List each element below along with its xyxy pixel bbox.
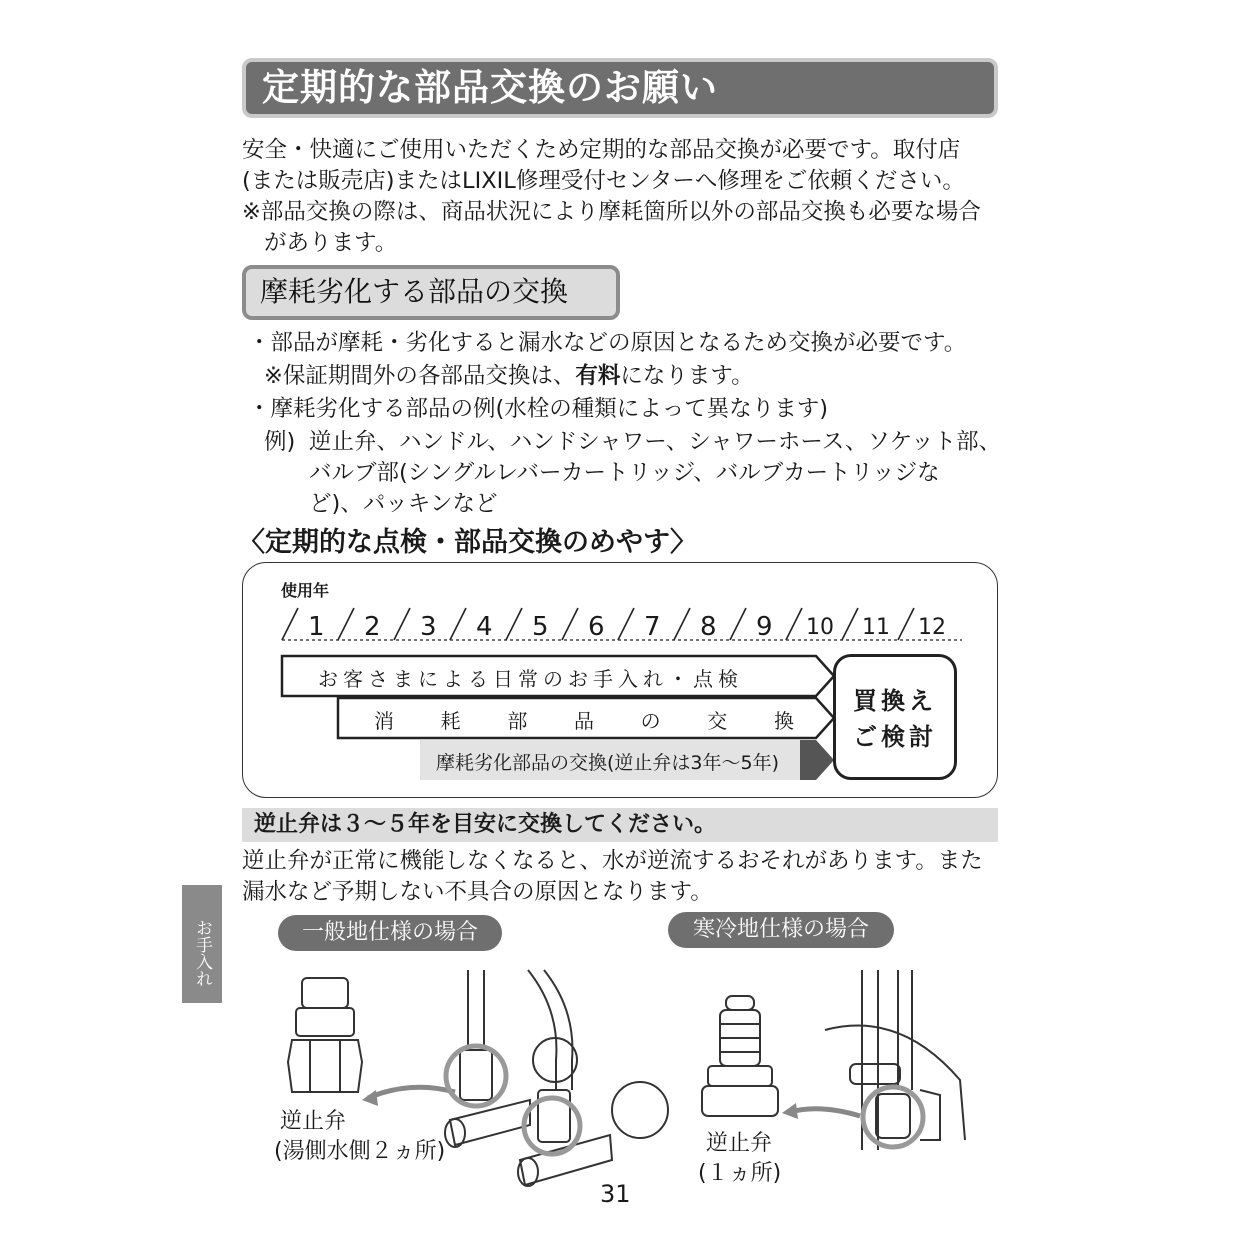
cold-caption-2: (１ヵ所) (698, 1161, 782, 1186)
section-title: 摩耗劣化する部品の交換 (242, 265, 620, 320)
year-2: 2 (364, 612, 381, 642)
year-10: 10 (806, 615, 834, 640)
fee-note-prefix: ※保証期間外の各部品交換は、 (264, 363, 576, 389)
bar-daily-care-label: お客さまによる日常のお手入れ・点検 (318, 667, 743, 691)
year-6: 6 (588, 612, 605, 642)
example-line-1: 逆止弁、ハンドル、ハンドシャワー、シャワーホース、ソケット部、 (309, 429, 1002, 455)
schedule-heading: 〈定期的な点検・部品交換のめやす〉 (238, 527, 697, 558)
replacement-line-2: ご検討 (853, 723, 937, 751)
general-arrow-icon (368, 1087, 455, 1098)
year-4: 4 (476, 612, 493, 642)
year-1: 1 (308, 612, 325, 642)
bullet-1: ・部品が摩耗・劣化すると漏水などの原因となるため交換が必要です。 (248, 330, 967, 356)
consumables-char: 耗 (440, 709, 461, 733)
consumables-char: 品 (573, 709, 594, 733)
page-number: 31 (600, 1180, 631, 1208)
check-valve-line-2: 漏水など予期しない不具合の原因となります。 (242, 879, 713, 905)
cold-caption-1: 逆止弁 (706, 1131, 773, 1156)
year-7: 7 (644, 612, 661, 642)
cold-check-valve-icon (702, 996, 778, 1116)
year-12: 12 (918, 615, 946, 640)
year-11: 11 (862, 615, 890, 640)
year-5: 5 (532, 612, 549, 642)
general-check-valve-icon (288, 978, 362, 1092)
years-label: 使用年 (281, 581, 330, 600)
consumables-char: 交 (707, 709, 728, 733)
consumables-char: の (640, 709, 661, 733)
intro-line-3: ※部品交換の際は、商品状況により摩耗箇所以外の部品交換も必要な場合 (242, 199, 981, 225)
fee-note-bold: 有料 (575, 363, 621, 389)
general-caption-1: 逆止弁 (280, 1109, 347, 1134)
bullet-2: ・摩耗劣化する部品の例(水栓の種類によって異なります) (248, 396, 829, 422)
cold-arrow-icon (790, 1109, 860, 1116)
intro-line-1: 安全・快適にご使用いただくため定期的な部品交換が必要です。取付店 (242, 137, 961, 163)
year-9: 9 (756, 612, 773, 642)
check-valve-note: 逆止弁は３〜５年を目安に交換してください。 (242, 808, 998, 842)
fee-note-suffix: になります。 (620, 363, 754, 389)
check-valve-line-1: 逆止弁が正常に機能しなくなると、水が逆流するおそれがあります。また (242, 848, 983, 874)
general-highlight-hot-icon (446, 1046, 506, 1106)
consumables-char: 消 (374, 709, 394, 733)
intro-line-4: があります。 (264, 230, 398, 256)
bar-wear-parts-label: 摩耗劣化部品の交換(逆止弁は3年〜5年) (436, 752, 780, 774)
general-spec-label: 一般地仕様の場合 (278, 915, 502, 951)
replacement-line-1: 買換え (853, 687, 937, 715)
intro-line-2: (または販売店)またはLIXIL修理受付センターへ修理をご依頼ください。 (242, 168, 965, 194)
cold-spec-label: 寒冷地仕様の場合 (668, 912, 894, 948)
page-title: 定期的な部品交換のお願い (242, 58, 998, 118)
general-caption-2: (湯側水側２ヵ所) (274, 1139, 446, 1164)
consumables-char: 部 (507, 709, 528, 733)
example-label: 例) (264, 429, 296, 455)
cold-faucet-icon (825, 970, 965, 1150)
year-3: 3 (420, 612, 437, 642)
year-8: 8 (700, 612, 717, 642)
cold-arrow-head-icon (782, 1103, 798, 1119)
consumables-char: 換 (773, 709, 794, 733)
general-arrow-head-icon (362, 1090, 378, 1106)
example-line-3: ど)、パッキンなど (309, 491, 498, 517)
example-line-2: バルブ部(シングルレバーカートリッジ、バルブカートリッジな (309, 460, 940, 486)
side-tab-care[interactable]: お手入れ (182, 885, 222, 1003)
general-highlight-cold-icon (524, 1098, 580, 1154)
